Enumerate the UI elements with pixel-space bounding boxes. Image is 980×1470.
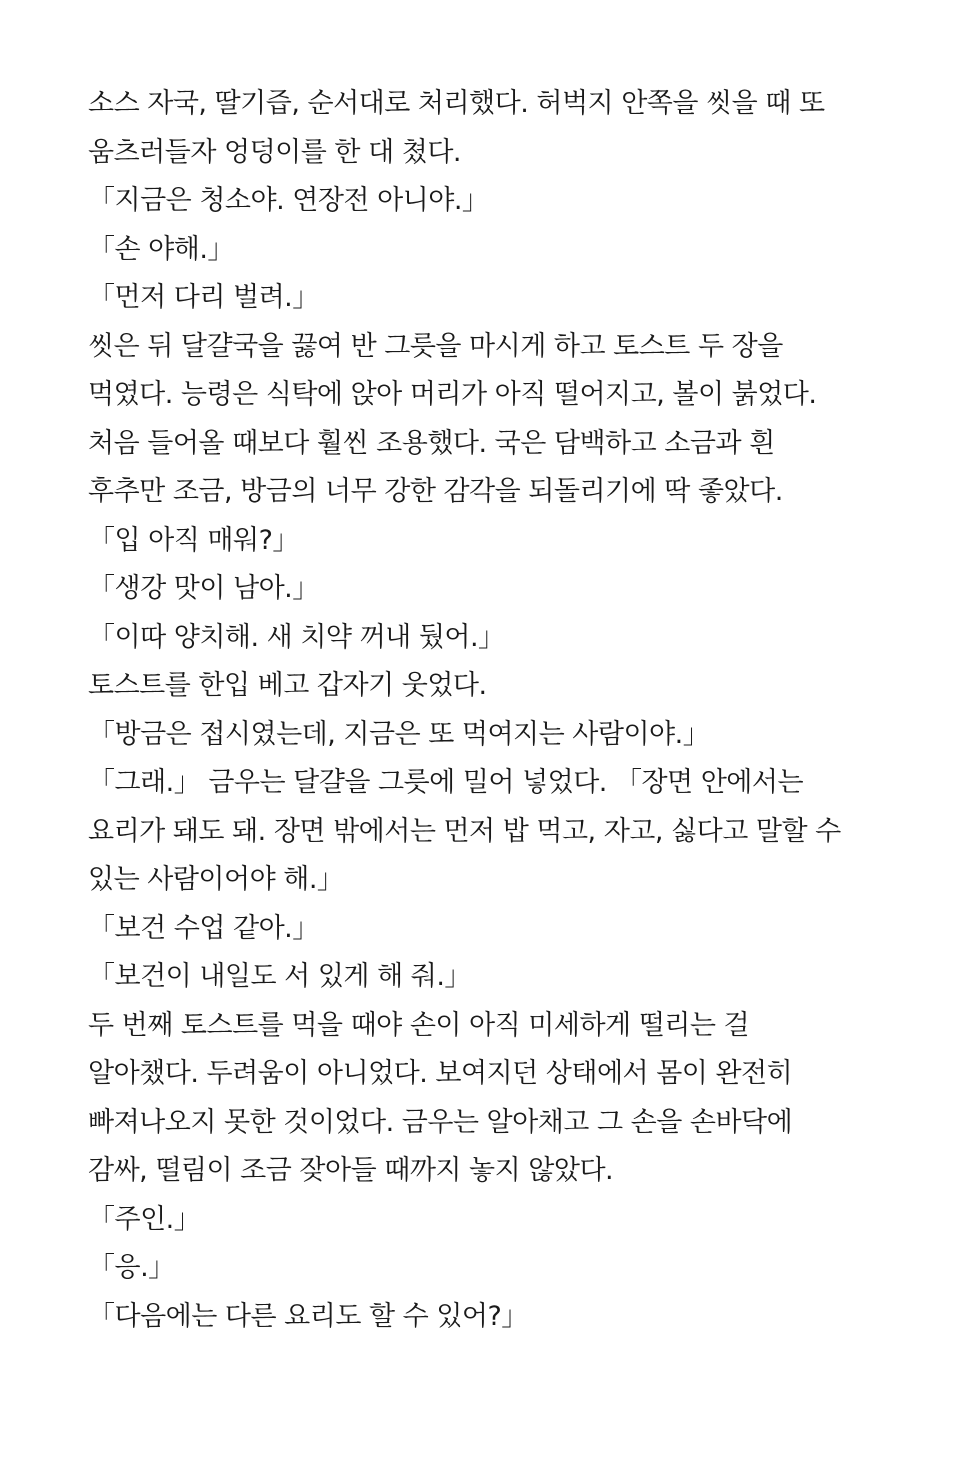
text-line: 움츠러들자 엉덩이를 한 대 쳤다. — [88, 136, 461, 168]
dialogue-line: 「응.」 — [88, 1252, 175, 1283]
text-line: 요리가 돼도 돼. 장면 밖에서는 먼저 밥 먹고, 자고, 싫다고 말할 수 — [88, 815, 841, 847]
text-line: 먹였다. 능령은 식탁에 앉아 머리가 아직 떨어지고, 볼이 붉었다. — [88, 379, 817, 410]
text-line: 빠져나오지 못한 것이었다. 금우는 알아채고 그 손을 손바닥에 — [88, 1106, 793, 1138]
text-line: 토스트를 한입 베고 갑자기 웃었다. — [88, 670, 487, 701]
dialogue-line: 「생강 맛이 남아.」 — [88, 573, 319, 604]
dialogue-line: 「주인.」 — [88, 1203, 201, 1235]
text-line: 소스 자국, 딸기즙, 순서대로 처리했다. 허벅지 안쪽을 씻을 때 또 — [88, 88, 825, 119]
dialogue-line: 「입 아직 매워?」 — [88, 524, 299, 556]
text-line: 처음 들어올 때보다 훨씬 조용했다. 국은 담백하고 소금과 흰 — [88, 427, 775, 459]
dialogue-line: 「보건이 내일도 서 있게 해 줘.」 — [88, 961, 471, 992]
dialogue-line: 「다음에는 다른 요리도 할 수 있어?」 — [88, 1300, 528, 1332]
text-line: 씻은 뒤 달걀국을 끓여 반 그릇을 마시게 하고 토스트 두 장을 — [88, 330, 783, 362]
text-line: 감싸, 떨림이 조금 잦아들 때까지 놓지 않았다. — [88, 1155, 614, 1186]
dialogue-line: 「보건 수업 같아.」 — [88, 912, 319, 944]
body-text — [88, 80, 948, 1341]
dialogue-line: 「그래.」 금우는 달걀을 그릇에 밀어 넣었다. 「장면 안에서는 — [88, 767, 804, 798]
dialogue-line: 「지금은 청소야. 연장전 아니야.」 — [88, 185, 489, 216]
dialogue-line: 「이따 양치해. 새 치약 꺼내 뒀어.」 — [88, 621, 505, 653]
text-line: 있는 사람이어야 해.」 — [88, 864, 344, 895]
text-line: 후추만 조금, 방금의 너무 강한 감각을 되돌리기에 딱 좋았다. — [88, 476, 783, 507]
text-line: 알아챘다. 두려움이 아니었다. 보여지던 상태에서 몸이 완전히 — [88, 1058, 793, 1089]
dialogue-line: 「방금은 접시였는데, 지금은 또 먹여지는 사람이야.」 — [88, 718, 710, 750]
text-line: 두 번째 토스트를 먹을 때야 손이 아직 미세하게 떨리는 걸 — [88, 1009, 750, 1041]
dialogue-line: 「손 야해.」 — [88, 233, 234, 265]
dialogue-line: 「먼저 다리 벌려.」 — [88, 282, 319, 313]
